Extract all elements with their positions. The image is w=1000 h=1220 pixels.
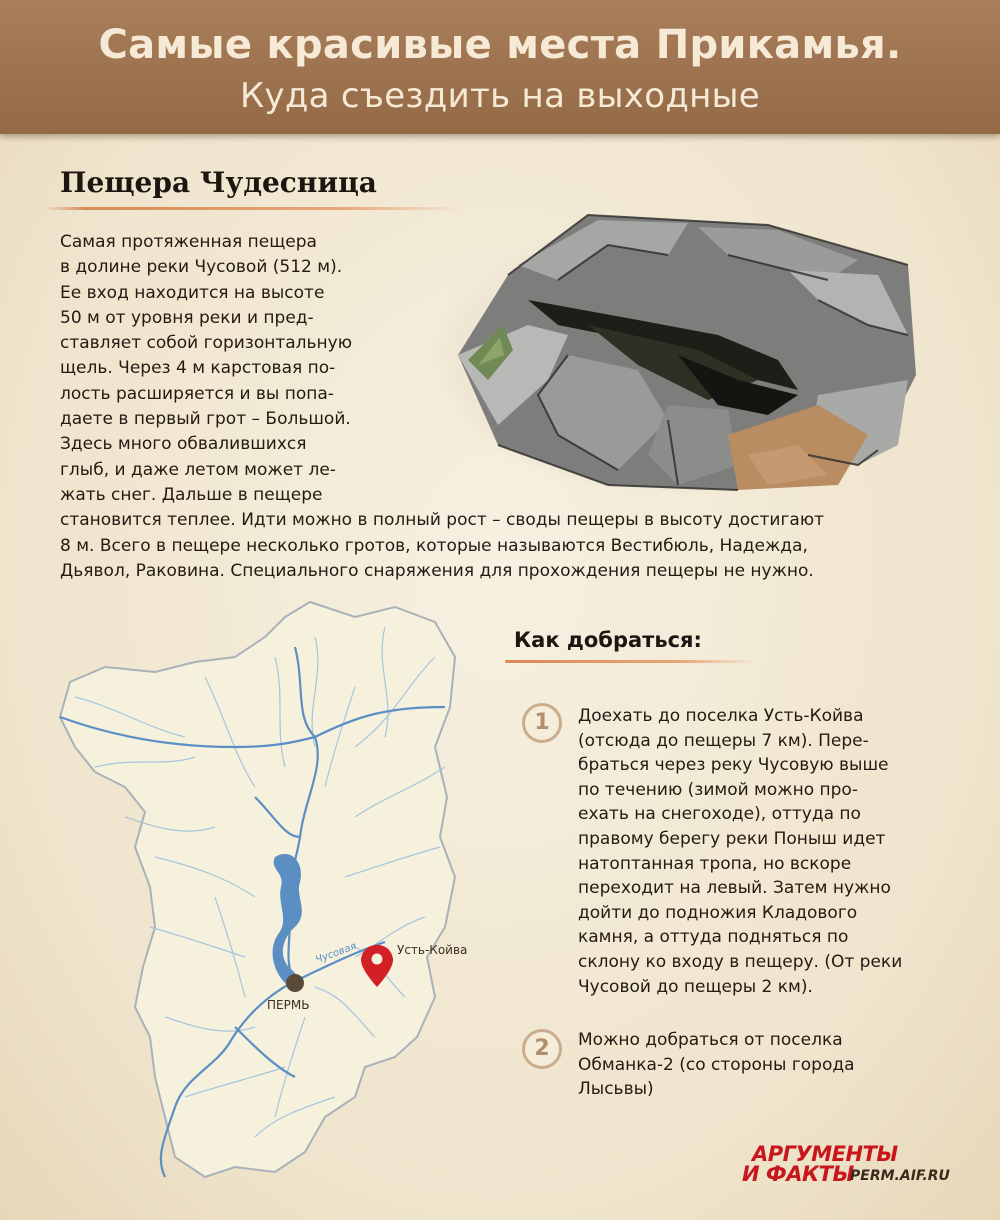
text-line: Самая протяженная пещера bbox=[60, 232, 317, 252]
text-line: склону ко входу в пещеру. (От реки bbox=[578, 951, 903, 972]
page-subtitle: Куда съездить на выходные bbox=[239, 76, 761, 116]
river-label: Чусовая bbox=[314, 940, 358, 966]
logo-site: PERM.AIF.RU bbox=[850, 1168, 950, 1184]
header-banner bbox=[0, 0, 1000, 134]
text-line: жать снег. Дальше в пещере bbox=[60, 484, 323, 505]
text-line: 50 м от уровня реки и пред- bbox=[60, 307, 314, 328]
marker-label: Усть-Койва bbox=[397, 943, 468, 957]
text-line: камня, а оттуда подняться по bbox=[578, 927, 849, 948]
text-line: Лысьвы) bbox=[578, 1079, 654, 1100]
text-line: становится теплее. Идти можно в полный рост – своды пещеры в высоту достигают bbox=[60, 510, 825, 531]
text-line: Обманка-2 (со стороны города bbox=[578, 1054, 855, 1075]
text-line: переходит на левый. Затем нужно bbox=[578, 878, 891, 899]
text-line: даете в первый грот – Большой. bbox=[60, 409, 351, 430]
step-1-number: 1 bbox=[522, 703, 562, 743]
text-line: Здесь много обвалившихся bbox=[60, 434, 307, 455]
text-line: Доехать до поселка Усть-Койва bbox=[578, 706, 864, 726]
text-line: Ее вход находится на высоте bbox=[60, 282, 325, 303]
text-line: дойти до подножия Кладового bbox=[578, 902, 858, 923]
text-line: Можно добраться от поселка bbox=[578, 1030, 843, 1050]
page-title: Самые красивые места Прикамья. bbox=[98, 22, 902, 68]
step-2-number: 2 bbox=[522, 1029, 562, 1069]
text-line: ставляет собой горизонтальную bbox=[60, 333, 353, 354]
text-line: ехать на снегоходе), оттуда по bbox=[578, 804, 861, 825]
text-line: в долине реки Чусовой (512 м). bbox=[60, 257, 343, 278]
city-dot bbox=[286, 974, 304, 992]
city-label: ПЕРМЬ bbox=[267, 998, 310, 1012]
region-map bbox=[55, 597, 485, 1187]
text-line: натоптанная тропа, но вскоре bbox=[578, 853, 852, 874]
step-1-text bbox=[578, 704, 958, 999]
text-line: Дьявол, Раковина. Специального снаряжения для прохождения пещеры не нужно. bbox=[60, 560, 814, 581]
logo-line2: И ФАКТЫ bbox=[742, 1162, 854, 1186]
aif-logo bbox=[742, 1142, 962, 1190]
text-line: 8 м. Всего в пещере несколько гротов, которые называются Вестибюль, Надежда, bbox=[60, 535, 808, 556]
step-2-text bbox=[578, 1028, 958, 1102]
text-line: Чусовой до пещеры 2 км). bbox=[578, 976, 813, 997]
title-underline bbox=[44, 207, 464, 210]
text-line: браться через реку Чусовую выше bbox=[578, 755, 889, 776]
text-line: щель. Через 4 м карстовая по- bbox=[60, 358, 336, 379]
howto-title: Как добраться: bbox=[514, 628, 702, 652]
logo-line1: АРГУМЕНТЫ bbox=[752, 1142, 898, 1166]
howto-underline bbox=[505, 660, 755, 663]
cave-description bbox=[60, 230, 940, 584]
section-title: Пещера Чудесница bbox=[60, 166, 377, 199]
text-line: правому берегу реки Поныш идет bbox=[578, 828, 886, 849]
text-line: по течению (зимой можно про- bbox=[578, 779, 858, 800]
text-line: (отсюда до пещеры 7 км). Пере- bbox=[578, 730, 869, 751]
text-line: глыб, и даже летом может ле- bbox=[60, 459, 336, 480]
text-line: лость расширяется и вы попа- bbox=[60, 383, 334, 404]
